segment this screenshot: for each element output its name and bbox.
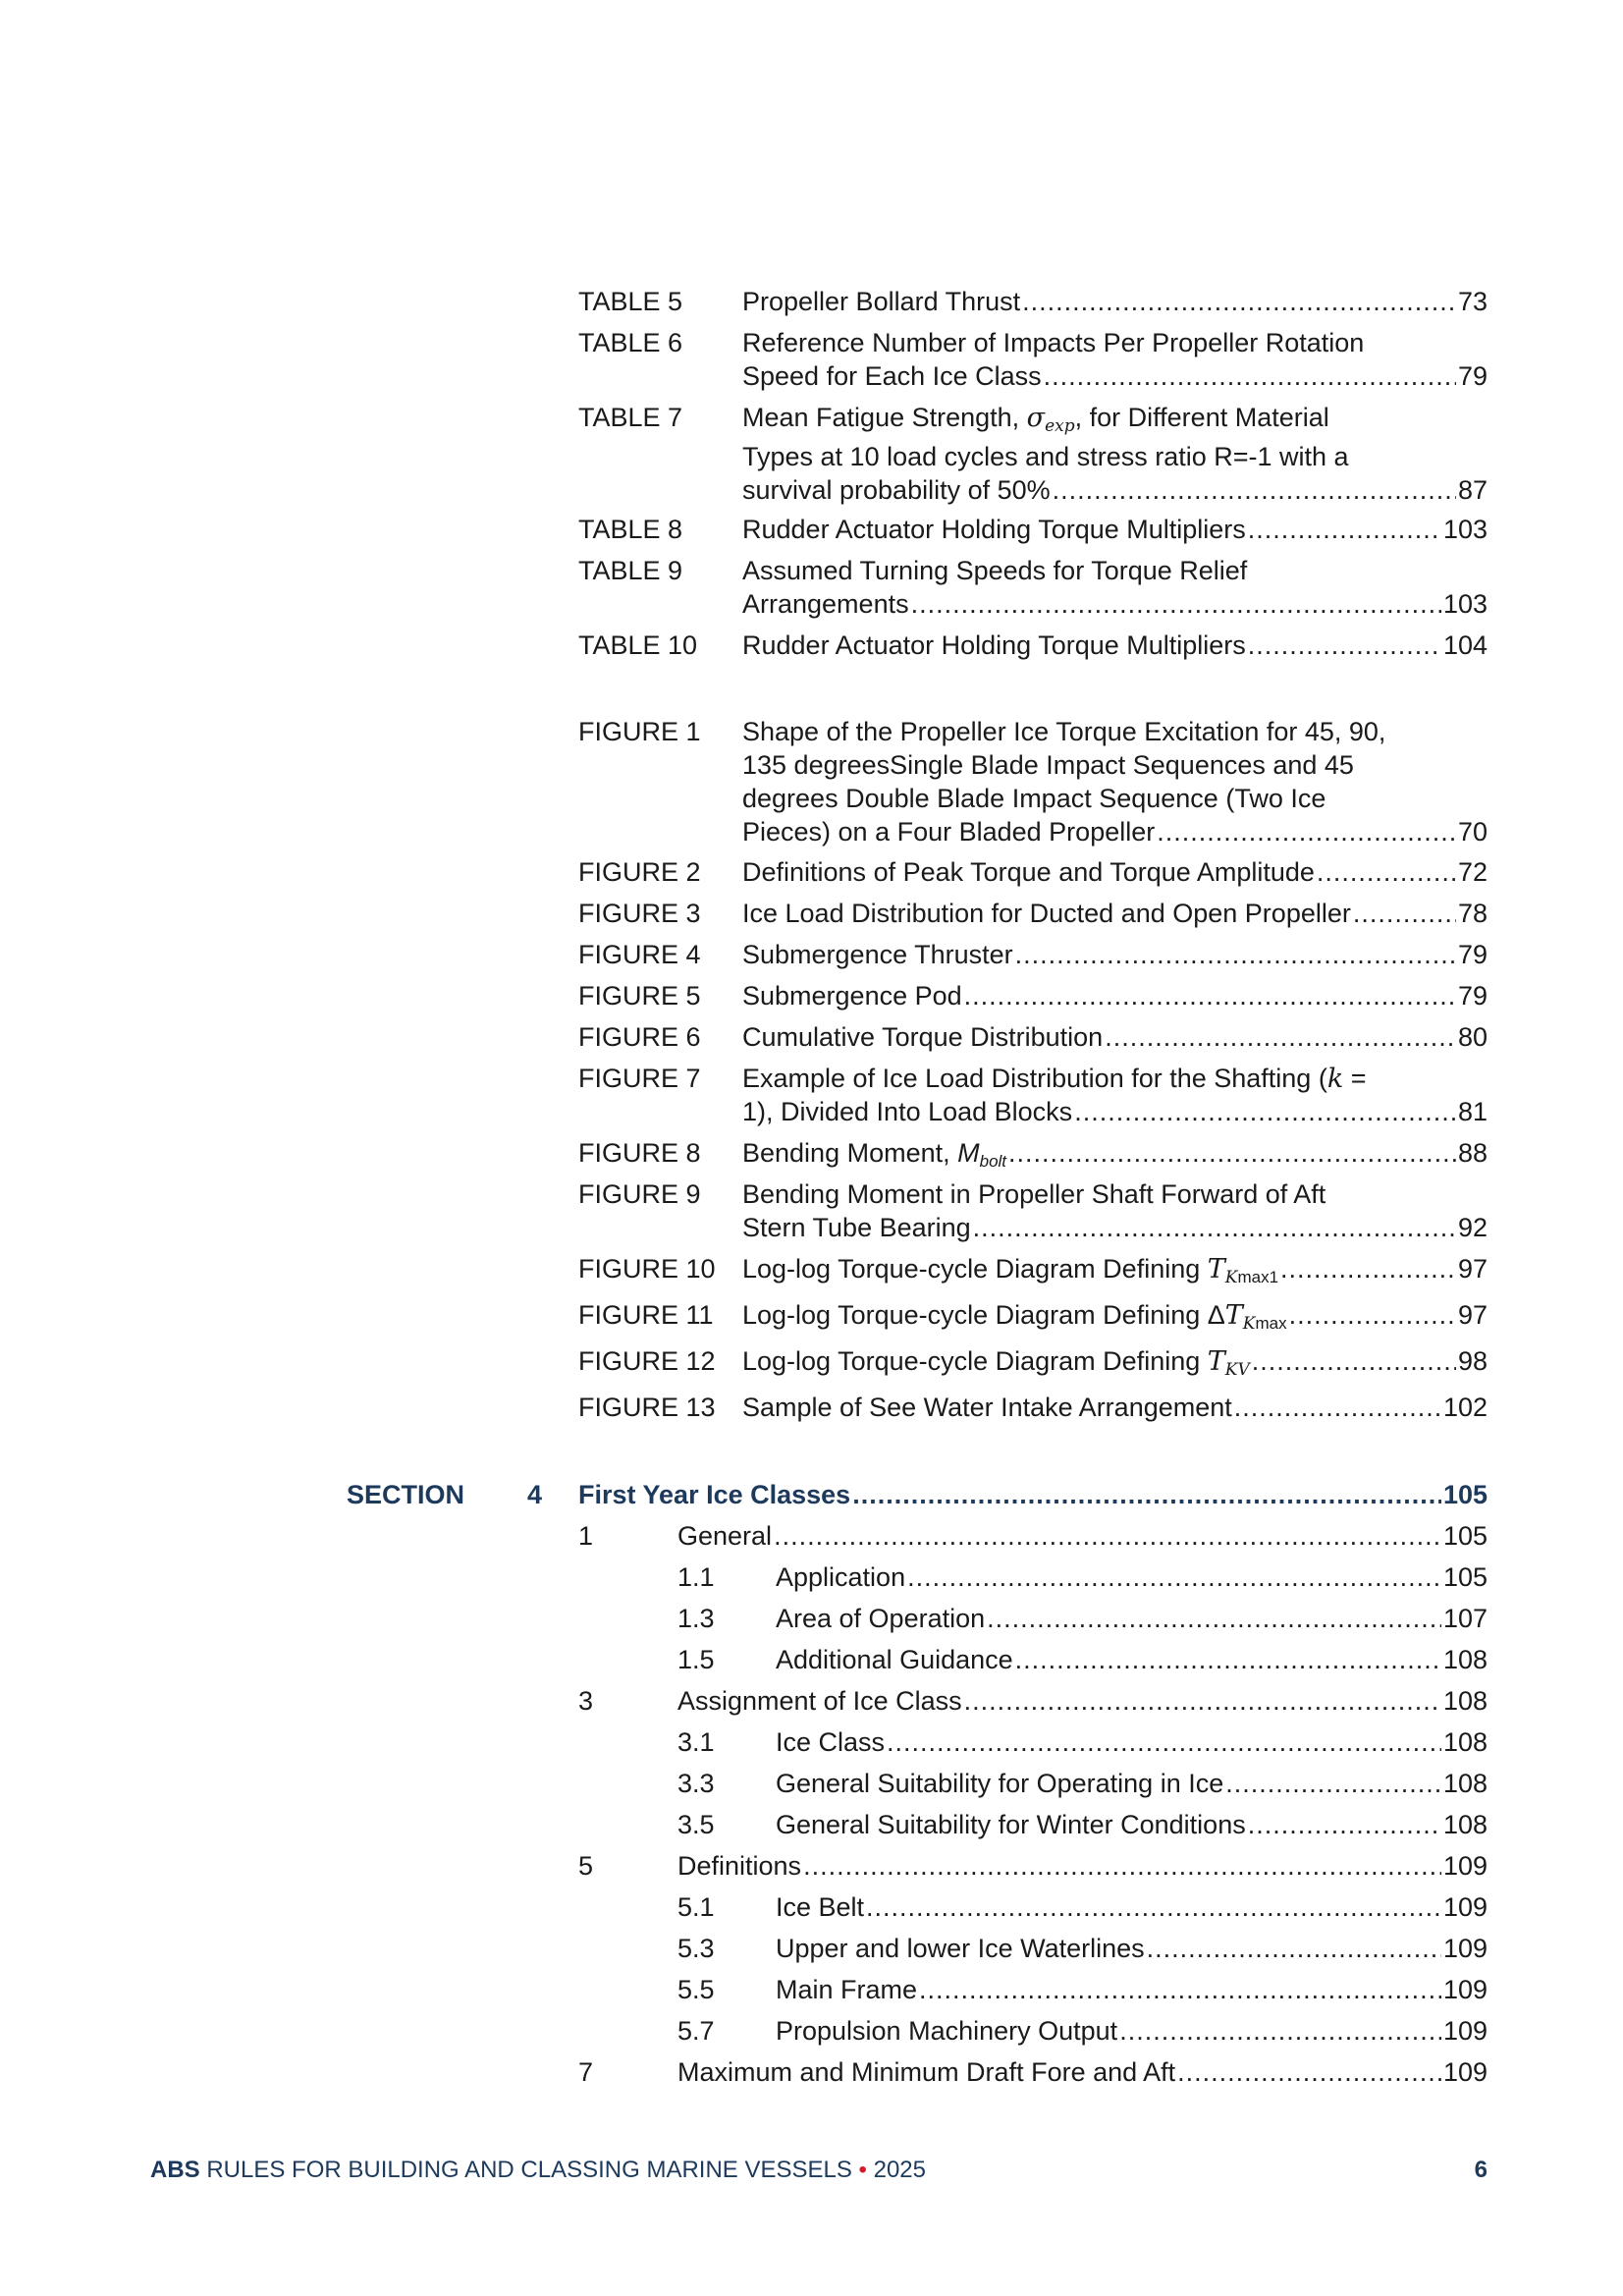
entry-title-line: Assumed Turning Speeds for Torque Relief (742, 556, 1248, 585)
subsection-title: General Suitability for Winter Conditions (776, 1810, 1246, 1839)
dot-leader (964, 979, 1456, 1012)
entry-label: FIGURE 1 (578, 717, 701, 746)
entry-title: Pieces) on a Four Bladed Propeller (742, 817, 1156, 847)
page-number: 108 (1442, 1769, 1488, 1798)
page-number: 109 (1442, 2057, 1488, 2087)
subsection-number: 5.7 (677, 2016, 715, 2046)
page-number: 79 (1457, 940, 1488, 969)
dot-leader (803, 1849, 1441, 1883)
entry-label: FIGURE 9 (578, 1179, 701, 1209)
entry-title: Cumulative Torque Distribution (742, 1022, 1104, 1052)
dot-leader (1105, 1020, 1456, 1054)
dot-leader (1225, 1767, 1441, 1800)
subsection-title: Propulsion Machinery Output (776, 2016, 1118, 2046)
dot-leader (1157, 815, 1456, 848)
subsection-number: 3 (578, 1686, 594, 1716)
subsection-title: Ice Belt (776, 1892, 865, 1922)
footer-page-number: 6 (1474, 2157, 1488, 2183)
dot-leader (1147, 1932, 1441, 1965)
dot-leader (1044, 359, 1456, 393)
dot-leader (866, 1890, 1441, 1924)
entry-title: Submergence Pod (742, 981, 962, 1011)
entry-title: Submergence Thruster (742, 940, 1013, 969)
entry-title-line: degrees Double Blade Impact Sequence (Two Ice (742, 784, 1326, 813)
entry-title: survival probability of 50% (742, 475, 1051, 505)
dot-leader (1317, 855, 1456, 889)
entry-label: FIGURE 5 (578, 981, 701, 1011)
entry-title: Rudder Actuator Holding Torque Multipliers (742, 515, 1246, 544)
subsection-title: Main Frame (776, 1975, 918, 2004)
page-number: 79 (1457, 361, 1488, 391)
entry-title-line: Types at 10 load cycles and stress ratio R=-1 with a (742, 442, 1349, 471)
subsection-title: Maximum and Minimum Draft Fore and Aft (677, 2057, 1176, 2087)
dot-leader (1353, 897, 1456, 930)
subsection-number: 3.5 (677, 1810, 715, 1839)
subsection-number: 5 (578, 1851, 594, 1881)
entry-label: FIGURE 4 (578, 940, 701, 969)
subsection-number: 7 (578, 2057, 594, 2087)
subsection-title: Additional Guidance (776, 1645, 1013, 1674)
dot-leader (1074, 1095, 1456, 1128)
footer-year: 2025 (873, 2157, 926, 2183)
subsection-title: Application (776, 1562, 906, 1592)
entry-title-line: 135 degreesSingle Blade Impact Sequences and 45 (742, 750, 1354, 780)
page-number: 97 (1457, 1300, 1488, 1330)
section-label: SECTION (347, 1480, 465, 1509)
entry-title-line: Reference Number of Impacts Per Propeller Rotation (742, 328, 1365, 357)
entry-title: Definitions of Peak Torque and Torque Amplitude (742, 857, 1315, 887)
section-number: 4 (527, 1480, 543, 1509)
entry-label: TABLE 7 (578, 403, 683, 432)
entry-title: Rudder Actuator Holding Torque Multipliers (742, 630, 1246, 660)
page-number: 104 (1442, 630, 1488, 660)
dot-leader (1248, 1808, 1441, 1841)
dot-leader (1177, 2055, 1441, 2089)
page-number: 105 (1442, 1562, 1488, 1592)
page-number: 109 (1442, 2016, 1488, 2046)
entry-title-line: Mean Fatigue Strength, $\sigma_{exp}$, for Different Material (742, 403, 1329, 436)
page-number: 109 (1442, 1975, 1488, 2004)
page-number: 105 (1442, 1480, 1488, 1509)
footer-bullet: • (858, 2157, 867, 2183)
page-number: 81 (1457, 1097, 1488, 1126)
dot-leader (907, 1560, 1441, 1594)
entry-label: FIGURE 3 (578, 899, 701, 928)
page-number: 108 (1442, 1645, 1488, 1674)
page-number: 105 (1442, 1521, 1488, 1551)
page-number: 87 (1457, 475, 1488, 505)
subsection-title: Area of Operation (776, 1604, 986, 1633)
dot-leader (1252, 1344, 1456, 1378)
entry-label: TABLE 8 (578, 515, 683, 544)
entry-label: FIGURE 11 (578, 1300, 714, 1330)
page-number: 80 (1457, 1022, 1488, 1052)
subsection-title: Definitions (677, 1851, 802, 1881)
page-number: 108 (1442, 1727, 1488, 1757)
page-number: 98 (1457, 1346, 1488, 1376)
dot-leader (887, 1725, 1441, 1759)
dot-leader (1248, 513, 1441, 546)
page-number: 79 (1457, 981, 1488, 1011)
page-number: 72 (1457, 857, 1488, 887)
dot-leader (911, 587, 1441, 621)
subsection-number: 5.3 (677, 1934, 715, 1963)
entry-label: TABLE 5 (578, 287, 683, 316)
section-title: First Year Ice Classes (578, 1480, 851, 1509)
subsection-title: Assignment of Ice Class (677, 1686, 962, 1716)
entry-title: Stern Tube Bearing (742, 1213, 971, 1242)
entry-label: FIGURE 7 (578, 1064, 701, 1093)
page-number: 70 (1457, 817, 1488, 847)
entry-label: TABLE 9 (578, 556, 683, 585)
entry-label: FIGURE 12 (578, 1346, 716, 1376)
entry-label: TABLE 6 (578, 328, 683, 357)
subsection-title: Upper and lower Ice Waterlines (776, 1934, 1145, 1963)
entry-label: FIGURE 10 (578, 1254, 716, 1284)
dot-leader (774, 1519, 1441, 1553)
dot-leader (852, 1478, 1441, 1511)
entry-title: Arrangements (742, 589, 909, 619)
page-number: 108 (1442, 1686, 1488, 1716)
dot-leader (1248, 629, 1441, 662)
dot-leader (1053, 473, 1456, 507)
subsection-title: General Suitability for Operating in Ice (776, 1769, 1224, 1798)
entry-title: Ice Load Distribution for Ducted and Open Propeller (742, 899, 1351, 928)
abs-logo-text: ABS (150, 2157, 200, 2183)
entry-title: Log-log Torque-cycle Diagram Defining $T_{KV}$ (742, 1346, 1250, 1380)
dot-leader (964, 1684, 1441, 1718)
subsection-number: 1.3 (677, 1604, 715, 1633)
dot-leader (1234, 1391, 1441, 1424)
entry-title: Log-log Torque-cycle Diagram Defining $\Delta T_{Kmax}$ (742, 1300, 1287, 1334)
dot-leader (1022, 285, 1456, 318)
entry-label: FIGURE 13 (578, 1393, 716, 1422)
entry-title: 1), Divided Into Load Blocks (742, 1097, 1073, 1126)
page-number: 109 (1442, 1934, 1488, 1963)
page-number: 103 (1442, 515, 1488, 544)
dot-leader (1289, 1298, 1456, 1332)
page-number: 109 (1442, 1892, 1488, 1922)
entry-title-line: Shape of the Propeller Ice Torque Excitation for 45, 90, (742, 717, 1386, 746)
entry-title: Sample of See Water Intake Arrangement (742, 1393, 1232, 1422)
page-number: 88 (1457, 1138, 1488, 1168)
entry-title: Bending Moment, $M_{bolt}$ (742, 1138, 1007, 1171)
dot-leader (987, 1602, 1441, 1635)
dot-leader (1008, 1136, 1456, 1170)
subsection-number: 1 (578, 1521, 594, 1551)
dot-leader (1280, 1252, 1456, 1285)
page-number: 107 (1442, 1604, 1488, 1633)
page-footer (150, 2157, 1488, 2190)
entry-label: FIGURE 8 (578, 1138, 701, 1168)
page-number: 108 (1442, 1810, 1488, 1839)
entry-title-line: Bending Moment in Propeller Shaft Forward of Aft (742, 1179, 1326, 1209)
dot-leader (1119, 2014, 1441, 2048)
dot-leader (919, 1973, 1441, 2006)
entry-title: Log-log Torque-cycle Diagram Defining $T_{Kmax1}$ (742, 1254, 1279, 1287)
entry-title: Speed for Each Ice Class (742, 361, 1042, 391)
subsection-number: 3.3 (677, 1769, 715, 1798)
page-number: 103 (1442, 589, 1488, 619)
subsection-number: 1.1 (677, 1562, 715, 1592)
page-number: 78 (1457, 899, 1488, 928)
page-number: 109 (1442, 1851, 1488, 1881)
entry-label: FIGURE 2 (578, 857, 701, 887)
subsection-number: 1.5 (677, 1645, 715, 1674)
dot-leader (1015, 938, 1456, 971)
dot-leader (973, 1211, 1456, 1244)
subsection-number: 5.1 (677, 1892, 715, 1922)
page-number: 92 (1457, 1213, 1488, 1242)
page-number: 73 (1457, 287, 1488, 316)
entry-label: FIGURE 6 (578, 1022, 701, 1052)
dot-leader (1015, 1643, 1441, 1676)
page-number: 102 (1442, 1393, 1488, 1422)
subsection-title: General (677, 1521, 773, 1551)
subsection-number: 5.5 (677, 1975, 715, 2004)
entry-title: Propeller Bollard Thrust (742, 287, 1021, 316)
footer-title: RULES FOR BUILDING AND CLASSING MARINE VESSELS (206, 2157, 852, 2183)
subsection-number: 3.1 (677, 1727, 715, 1757)
entry-title-line: Example of Ice Load Distribution for the Shafting (k = (742, 1064, 1367, 1094)
entry-label: TABLE 10 (578, 630, 698, 660)
subsection-title: Ice Class (776, 1727, 886, 1757)
page-number: 97 (1457, 1254, 1488, 1284)
